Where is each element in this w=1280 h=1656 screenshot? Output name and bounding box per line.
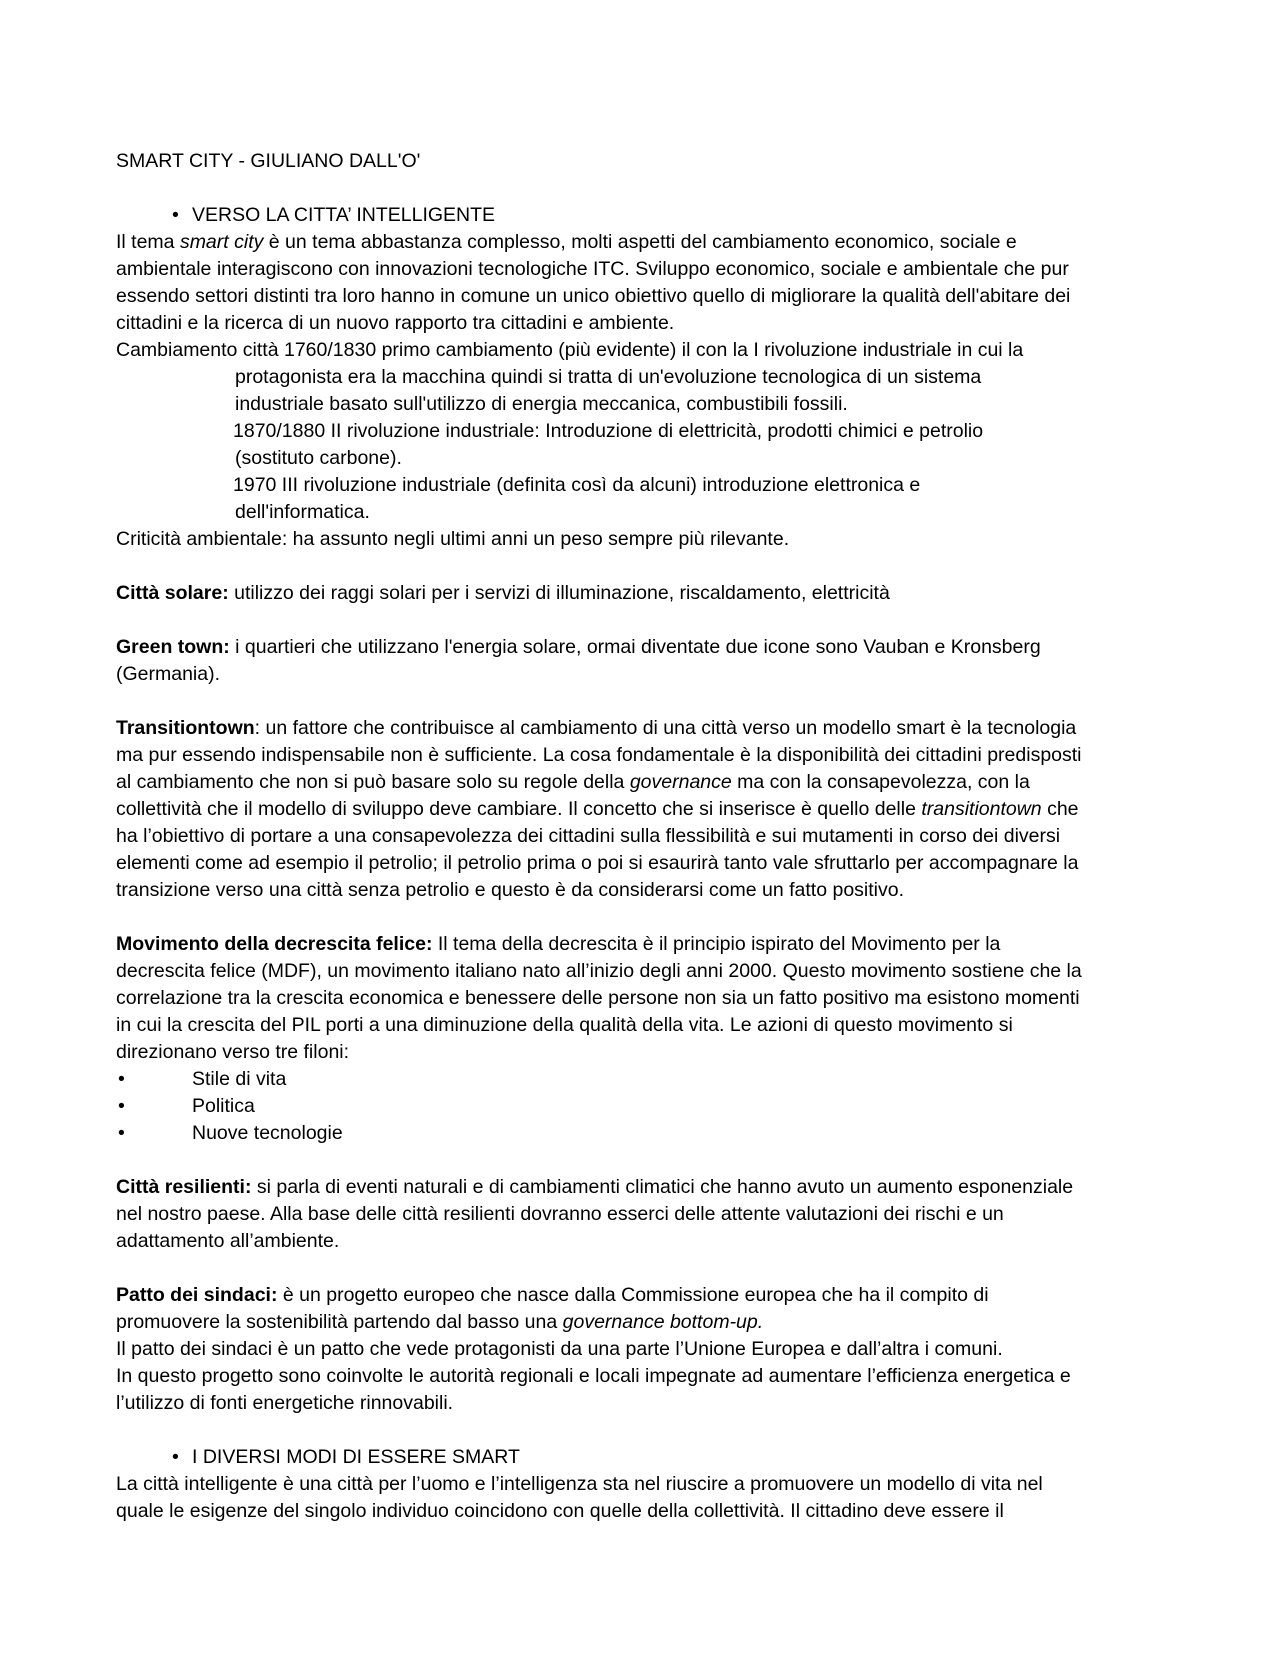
paragraph-line: ha l’obiettivo di portare a una consapevolezza dei cittadini sulla flessibilità e sui mutamenti in corso dei diversi xyxy=(116,825,1061,847)
paragraph-line: collettività che il modello di sviluppo deve cambiare. Il concetto che si inserisce è quello delle transitiontown che xyxy=(116,798,1079,820)
paragraph-decrescita: Movimento della decrescita felice: Il tema della decrescita è il principio ispirato del Movimento per la xyxy=(116,933,1001,955)
paragraph-line: quale le esigenze del singolo individuo coincidono con quelle della collettività. Il cittadino deve essere il xyxy=(116,1500,1004,1522)
paragraph-line: protagonista era la macchina quindi si tratta di un'evoluzione tecnologica di un sistema xyxy=(235,366,982,388)
bullet-icon: • xyxy=(172,1446,179,1468)
paragraph-line: essendo settori distinti tra loro hanno in comune un unico obiettivo quello di migliorare la qualità dell'abitare dei xyxy=(116,285,1071,307)
section-heading-diversi-modi xyxy=(116,1444,1156,1471)
paragraph-line: Cambiamento città 1760/1830 primo cambiamento (più evidente) il con la I rivoluzione industriale in cui la xyxy=(116,339,1024,361)
paragraph-line: correlazione tra la crescita economica e benessere delle persone non sia un fatto positivo ma esistono momenti xyxy=(116,987,1080,1009)
section-heading-verso xyxy=(116,202,1156,229)
section-heading-text: VERSO LA CITTA’ INTELLIGENTE xyxy=(192,204,496,226)
bullet-icon: • xyxy=(118,1068,125,1090)
paragraph-line: direzionano verso tre filoni: xyxy=(116,1041,350,1063)
term-label: Green town: xyxy=(116,636,230,658)
paragraph-line: (Germania). xyxy=(116,663,221,685)
paragraph-line: La città intelligente è una città per l’uomo e l’intelligenza sta nel riuscire a promuovere un modello di vita nel xyxy=(116,1473,1043,1495)
paragraph-citta-resilienti: Città resilienti: si parla di eventi naturali e di cambiamenti climatici che hanno avuto un aumento esponenziale xyxy=(116,1176,1074,1198)
section-heading-text: I DIVERSI MODI DI ESSERE SMART xyxy=(192,1446,520,1468)
term-label: Transitiontown xyxy=(116,717,255,739)
document-title: SMART CITY - GIULIANO DALL'O' xyxy=(116,150,421,172)
paragraph-line: in cui la crescita del PIL porti a una diminuzione della qualità della vita. Le azioni di questo movimento si xyxy=(116,1014,1013,1036)
list-item: • Stile di vita xyxy=(116,1066,1156,1093)
term-label: Movimento della decrescita felice: xyxy=(116,933,433,955)
paragraph-line: (sostituto carbone). xyxy=(235,447,402,469)
paragraph-line: dell'informatica. xyxy=(235,501,370,523)
paragraph-line: cittadini e la ricerca di un nuovo rapporto tra cittadini e ambiente. xyxy=(116,312,675,334)
paragraph-line: ma pur essendo indispensabile non è sufficiente. La cosa fondamentale è la disponibilità dei cittadini predisposti xyxy=(116,744,1082,766)
paragraph-line: Criticità ambientale: ha assunto negli ultimi anni un peso sempre più rilevante. xyxy=(116,528,790,550)
term-label: Città solare: xyxy=(116,582,229,604)
paragraph-line: elementi come ad esempio il petrolio; il petrolio prima o poi si esaurirà tanto vale sfruttarlo per accompagnare la xyxy=(116,852,1079,874)
paragraph-line: industriale basato sull'utilizzo di energia meccanica, combustibili fossili. xyxy=(235,393,848,415)
term-label: Patto dei sindaci: xyxy=(116,1284,278,1306)
paragraph-line: nel nostro paese. Alla base delle città resilienti dovranno esserci delle attente valutazioni dei rischi e un xyxy=(116,1203,1004,1225)
document-page xyxy=(116,148,1156,1525)
bullet-icon: • xyxy=(118,1095,125,1117)
paragraph-line: l’utilizzo di fonti energetiche rinnovabili. xyxy=(116,1392,454,1414)
paragraph-line: ambientale interagiscono con innovazioni tecnologiche ITC. Sviluppo economico, sociale e ambientale che pur xyxy=(116,258,1069,280)
list-item: • Politica xyxy=(116,1093,1156,1120)
paragraph-green-town: Green town: i quartieri che utilizzano l'energia solare, ormai diventate due icone sono Vauban e Kronsberg xyxy=(116,636,1041,658)
paragraph-line: adattamento all’ambiente. xyxy=(116,1230,340,1252)
paragraph-line: transizione verso una città senza petrolio e questo è da considerarsi come un fatto positivo. xyxy=(116,879,905,901)
paragraph-line: 1870/1880 II rivoluzione industriale: Introduzione di elettricità, prodotti chimici e petrolio xyxy=(233,420,984,442)
paragraph-transitiontown: Transitiontown: un fattore che contribuisce al cambiamento di una città verso un modello smart è la tecnologia xyxy=(116,717,1077,739)
list-item: • Nuove tecnologie xyxy=(116,1120,1156,1147)
paragraph-line: Il patto dei sindaci è un patto che vede protagonisti da una parte l’Unione Europea e dall’altra i comuni. xyxy=(116,1338,1003,1360)
paragraph-line: promuovere la sostenibilità partendo dal basso una governance bottom-up. xyxy=(116,1311,764,1333)
bullet-icon: • xyxy=(172,204,179,226)
term-label: Città resilienti: xyxy=(116,1176,252,1198)
paragraph-line: In questo progetto sono coinvolte le autorità regionali e locali impegnate ad aumentare l’efficienza energetica e xyxy=(116,1365,1071,1387)
paragraph-line: Il tema smart city è un tema abbastanza complesso, molti aspetti del cambiamento economico, sociale e xyxy=(116,231,1017,253)
paragraph-line: 1970 III rivoluzione industriale (definita così da alcuni) introduzione elettronica e xyxy=(233,474,921,496)
paragraph-line: al cambiamento che non si può basare solo su regole della governance ma con la consapevolezza, con la xyxy=(116,771,1030,793)
paragraph-citta-solare: Città solare: utilizzo dei raggi solari per i servizi di illuminazione, riscaldamento, elettricità xyxy=(116,582,890,604)
paragraph-line: decrescita felice (MDF), un movimento italiano nato all’inizio degli anni 2000. Questo movimento sostiene che la xyxy=(116,960,1082,982)
bullet-icon: • xyxy=(118,1122,125,1144)
paragraph-patto-sindaci: Patto dei sindaci: è un progetto europeo che nasce dalla Commissione europea che ha il compito di xyxy=(116,1284,989,1306)
